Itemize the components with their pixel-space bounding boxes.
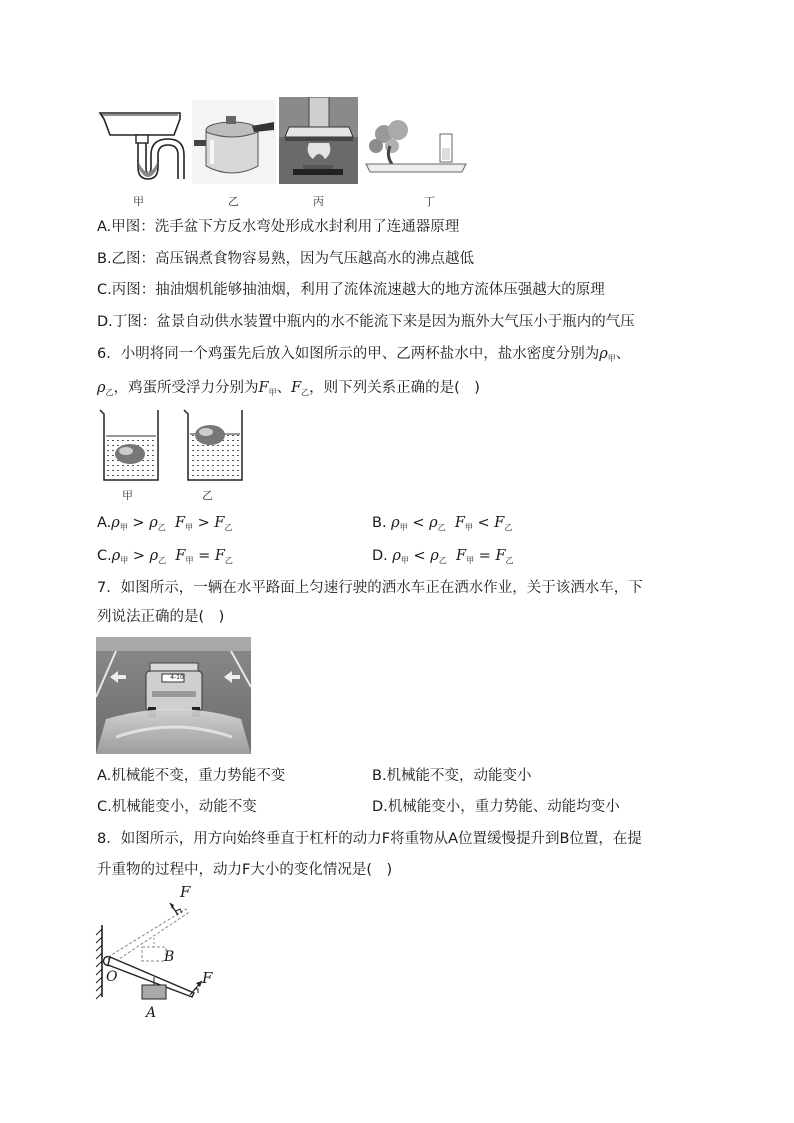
sub-yi: 乙 xyxy=(158,556,167,565)
sub-jia: 甲 xyxy=(607,354,616,363)
relation: > xyxy=(132,548,146,564)
sub-yi: 乙 xyxy=(438,556,447,565)
q5-caption-ding: 丁 xyxy=(424,195,435,208)
sub-yi: 乙 xyxy=(437,523,446,532)
q6-caption-jia: 甲 xyxy=(122,489,133,502)
sub-yi: 乙 xyxy=(224,523,233,532)
q6-stem-line1 xyxy=(97,344,630,369)
q6-option-c xyxy=(97,546,233,571)
q6-option-b xyxy=(372,513,512,538)
rho-symbol: ρ xyxy=(429,515,438,531)
sub-yi: 乙 xyxy=(504,523,513,532)
rho-symbol: ρ xyxy=(430,548,439,564)
q7-figure-sprinkler-truck xyxy=(96,637,251,754)
label-B: B xyxy=(164,949,175,965)
rho-symbol: ρ xyxy=(391,515,400,531)
q5-option-d: D.丁图：盆景自动供水装置中瓶内的水不能流下来是因为瓶外大气压小于瓶内的气压 xyxy=(97,314,635,330)
q6-stem-part-b: 、 xyxy=(276,380,292,396)
q7-option-d: D.机械能变小，重力势能、动能均变小 xyxy=(372,799,620,815)
q7-option-a: A.机械能不变，重力势能不变 xyxy=(97,768,286,784)
option-label: A. xyxy=(97,515,112,531)
F-symbol: F xyxy=(494,515,505,531)
sub-jia: 甲 xyxy=(185,523,193,532)
q6-stem-end: 、 xyxy=(615,346,631,362)
q5-option-b: B.乙图：高压锅煮食物容易熟，因为气压越高水的沸点越低 xyxy=(97,251,475,267)
relation: = xyxy=(478,548,491,564)
label-F-top: F xyxy=(180,883,191,901)
q6-stem-part-c: ，则下列关系正确的是( ) xyxy=(309,380,480,396)
q5-caption-yi: 乙 xyxy=(228,195,239,208)
q6-stem-line2 xyxy=(97,378,480,403)
rho-symbol: ρ xyxy=(97,380,106,396)
sub-yi: 乙 xyxy=(224,556,233,565)
truck-plate-text: 4-10 xyxy=(170,674,184,681)
q5-caption-jia: 甲 xyxy=(133,195,144,208)
q8-stem-line1: 8．如图所示，用方向始终垂直于杠杆的动力F将重物从A位置缓慢提升到B位置，在提 xyxy=(97,831,642,847)
rho-symbol: ρ xyxy=(111,515,120,531)
F-symbol: F xyxy=(454,515,465,531)
q7-stem-line2: 列说法正确的是( ) xyxy=(97,609,225,625)
q7-option-c: C.机械能变小，动能不变 xyxy=(97,799,257,815)
q6-option-a xyxy=(97,513,232,538)
F-symbol: F xyxy=(175,548,186,564)
F-symbol: F xyxy=(258,380,269,396)
relation: < xyxy=(477,515,490,531)
relation: > xyxy=(197,515,210,531)
F-symbol: F xyxy=(456,548,467,564)
rho-symbol: ρ xyxy=(111,548,121,564)
label-F-right: F xyxy=(202,969,213,987)
relation: < xyxy=(412,515,425,531)
relation: < xyxy=(413,548,426,564)
F-symbol: F xyxy=(174,515,185,531)
F-symbol: F xyxy=(291,380,302,396)
q5-caption-bing: 丙 xyxy=(313,195,324,208)
q5-figure-pressure-cooker xyxy=(192,100,276,184)
q5-option-c: C.丙图：抽油烟机能够抽油烟，利用了流体流速越大的地方流体压强越大的原理 xyxy=(97,282,605,298)
option-label: B. xyxy=(372,515,387,531)
q6-caption-yi: 乙 xyxy=(202,489,213,502)
relation: = xyxy=(198,548,211,564)
q8-figure-lever xyxy=(94,885,234,1025)
F-symbol: F xyxy=(214,548,225,564)
q5-figure-bonsai xyxy=(362,120,474,182)
sub-jia: 甲 xyxy=(120,556,129,565)
F-symbol: F xyxy=(495,548,506,564)
F-symbol: F xyxy=(214,515,225,531)
q5-option-a: A.甲图：洗手盆下方反水弯处形成水封利用了连通器原理 xyxy=(97,219,460,235)
sub-jia: 甲 xyxy=(466,556,475,565)
sub-jia: 甲 xyxy=(119,523,128,532)
sub-jia: 甲 xyxy=(268,388,277,397)
q6-stem-part-a: ，鸡蛋所受浮力分别为 xyxy=(113,380,259,396)
q6-stem-text: 6．小明将同一个鸡蛋先后放入如图所示的甲、乙两杯盐水中，盐水密度分别为 xyxy=(97,346,600,362)
rho-symbol: ρ xyxy=(149,515,158,531)
rho-symbol: ρ xyxy=(149,548,159,564)
q6-figure-beakers xyxy=(96,408,246,483)
sub-jia: 甲 xyxy=(400,556,409,565)
sub-jia: 甲 xyxy=(464,523,473,532)
label-O: O xyxy=(106,969,118,985)
q8-stem-line2: 升重物的过程中，动力F大小的变化情况是( ) xyxy=(97,862,393,878)
sub-yi: 乙 xyxy=(105,388,114,397)
sub-jia: 甲 xyxy=(399,523,408,532)
sub-yi: 乙 xyxy=(505,556,514,565)
rho-symbol: ρ xyxy=(392,548,401,564)
relation: > xyxy=(132,515,145,531)
q7-option-b: B.机械能不变，动能变小 xyxy=(372,768,532,784)
q7-stem-line1: 7．如图所示，一辆在水平路面上匀速行驶的洒水车正在洒水作业，关于该洒水车，下 xyxy=(97,580,643,596)
sub-yi: 乙 xyxy=(301,388,310,397)
sub-yi: 乙 xyxy=(157,523,166,532)
rho-symbol: ρ xyxy=(599,346,608,362)
q5-figure-range-hood xyxy=(279,97,358,184)
sub-jia: 甲 xyxy=(185,556,194,565)
q6-option-d xyxy=(372,546,514,571)
q5-figure-sink xyxy=(96,105,186,185)
label-A: A xyxy=(146,1005,157,1021)
option-label: C. xyxy=(97,548,112,564)
option-label: D. xyxy=(372,548,388,564)
